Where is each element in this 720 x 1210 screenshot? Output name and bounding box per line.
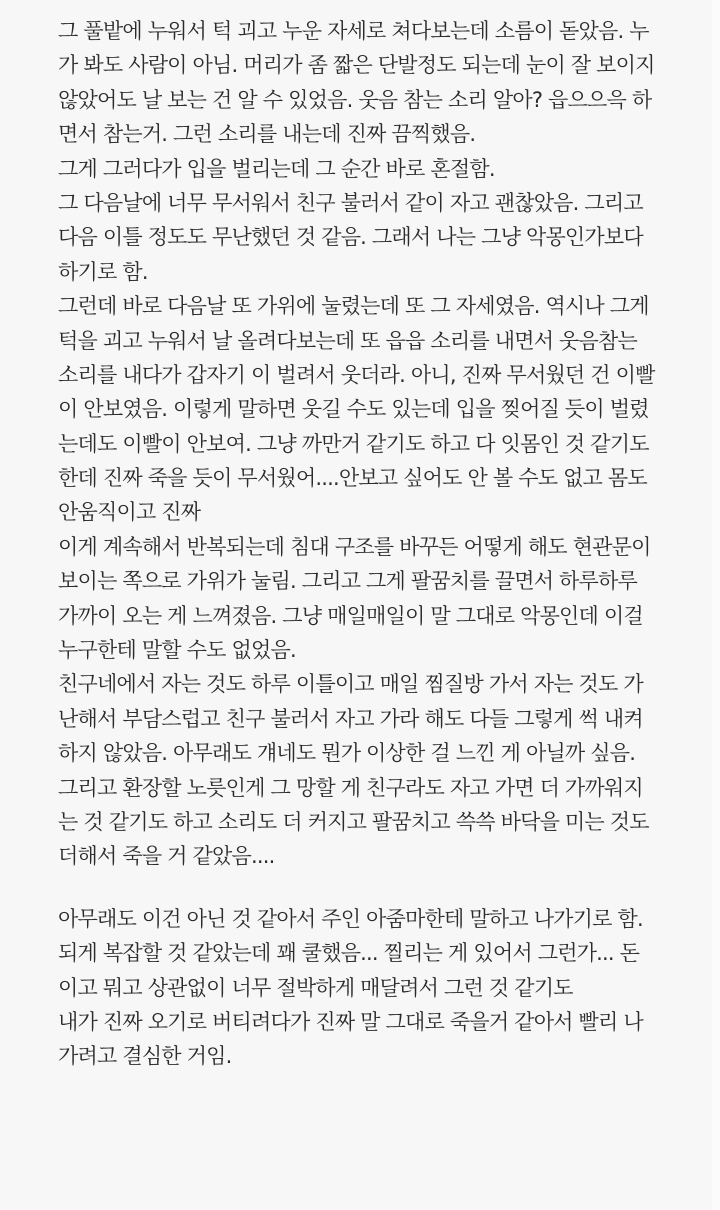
right-edge-strip bbox=[712, 0, 720, 1210]
text-line: 보이는 쪽으로 가위가 눌림. 그리고 그게 팔꿈치를 끌면서 하루하루 bbox=[58, 569, 637, 594]
text-line: 는 것 같기도 하고 소리도 더 커지고 팔꿈치고 쓱쓱 바닥을 미는 것도 bbox=[58, 809, 649, 834]
text-line: 더해서 죽을 거 같았음.... bbox=[58, 844, 275, 869]
paragraph-block-2 bbox=[58, 902, 702, 1074]
text-line: 아무래도 이건 아닌 것 같아서 주인 아줌마한테 말하고 나가기로 함. bbox=[58, 906, 643, 931]
text-line: 그 다음날에 너무 무서워서 친구 불러서 같이 자고 괜찮았음. 그리고 bbox=[58, 190, 643, 215]
text-line: 소리를 내다가 갑자기 이 벌려서 웃더라. 아니, 진짜 무서웠던 건 이빨 bbox=[58, 362, 655, 387]
text-line: 가 봐도 사람이 아님. 머리가 좀 짧은 단발정도 되는데 눈이 잘 보이지 bbox=[58, 53, 655, 78]
text-line: 누구한테 말할 수도 없었음. bbox=[58, 638, 296, 663]
paragraph-gap bbox=[58, 874, 702, 902]
text-line: 하지 않았음. 아무래도 걔네도 뭔가 이상한 걸 느낀 게 아닐까 싶음. bbox=[58, 741, 636, 766]
text-line: 내가 진짜 오기로 버티려다가 진짜 말 그대로 죽을거 같아서 빨리 나 bbox=[58, 1009, 643, 1034]
text-line: 그리고 환장할 노릇인게 그 망할 게 친구라도 자고 가면 더 가까워지 bbox=[58, 775, 643, 800]
text-line: 는데도 이빨이 안보여. 그냥 까만거 같기도 하고 다 잇몸인 것 같기도 bbox=[58, 431, 649, 456]
paragraph-block-1 bbox=[58, 14, 702, 874]
text-line: 친구네에서 자는 것도 하루 이틀이고 매일 찜질방 가서 자는 것도 가 bbox=[58, 672, 643, 697]
text-line: 다음 이틀 정도도 무난했던 것 같음. 그래서 나는 그냥 악몽인가보다 bbox=[58, 225, 643, 250]
text-line: 턱을 괴고 누워서 날 올려다보는데 또 읍읍 소리를 내면서 웃음참는 bbox=[58, 328, 637, 353]
text-line: 않았어도 날 보는 건 알 수 있었음. 웃음 참는 소리 알아? 읍으으윽 하 bbox=[58, 87, 652, 112]
text-line: 그 풀밭에 누워서 턱 괴고 누운 자세로 쳐다보는데 소름이 돋았음. 누 bbox=[58, 19, 649, 43]
text-line: 난해서 부담스럽고 친구 불러서 자고 가라 해도 다들 그렇게 썩 내켜 bbox=[58, 706, 643, 731]
text-line: 한데 진짜 죽을 듯이 무서웠어....안보고 싶어도 안 볼 수도 없고 몸도 bbox=[58, 466, 647, 491]
text-line: 그런데 바로 다음날 또 가위에 눌렸는데 또 그 자세였음. 역시나 그게 bbox=[58, 294, 649, 319]
text-line: 가려고 결심한 거임. bbox=[58, 1044, 232, 1069]
text-line: 가까이 오는 게 느껴졌음. 그냥 매일매일이 말 그대로 악몽인데 이걸 bbox=[58, 603, 643, 628]
text-line: 이 안보였음. 이렇게 말하면 웃길 수도 있는데 입을 찢어질 듯이 벌렸 bbox=[58, 397, 649, 422]
text-line: 이고 뭐고 상관없이 너무 절박하게 매달려서 그런 것 같기도 bbox=[58, 975, 573, 1000]
text-line: 그게 그러다가 입을 벌리는데 그 순간 바로 혼절함. bbox=[58, 156, 495, 181]
text-line: 이게 계속해서 반복되는데 침대 구조를 바꾸든 어떻게 해도 현관문이 bbox=[58, 534, 651, 559]
text-line: 안움직이고 진짜 bbox=[58, 500, 201, 525]
text-line: 되게 복잡할 것 같았는데 꽤 쿨했음... 찔리는 게 있어서 그런가... 돈 bbox=[58, 941, 640, 966]
text-line: 면서 참는거. 그런 소리를 내는데 진짜 끔찍했음. bbox=[58, 122, 476, 147]
text-line: 하기로 함. bbox=[58, 259, 148, 284]
